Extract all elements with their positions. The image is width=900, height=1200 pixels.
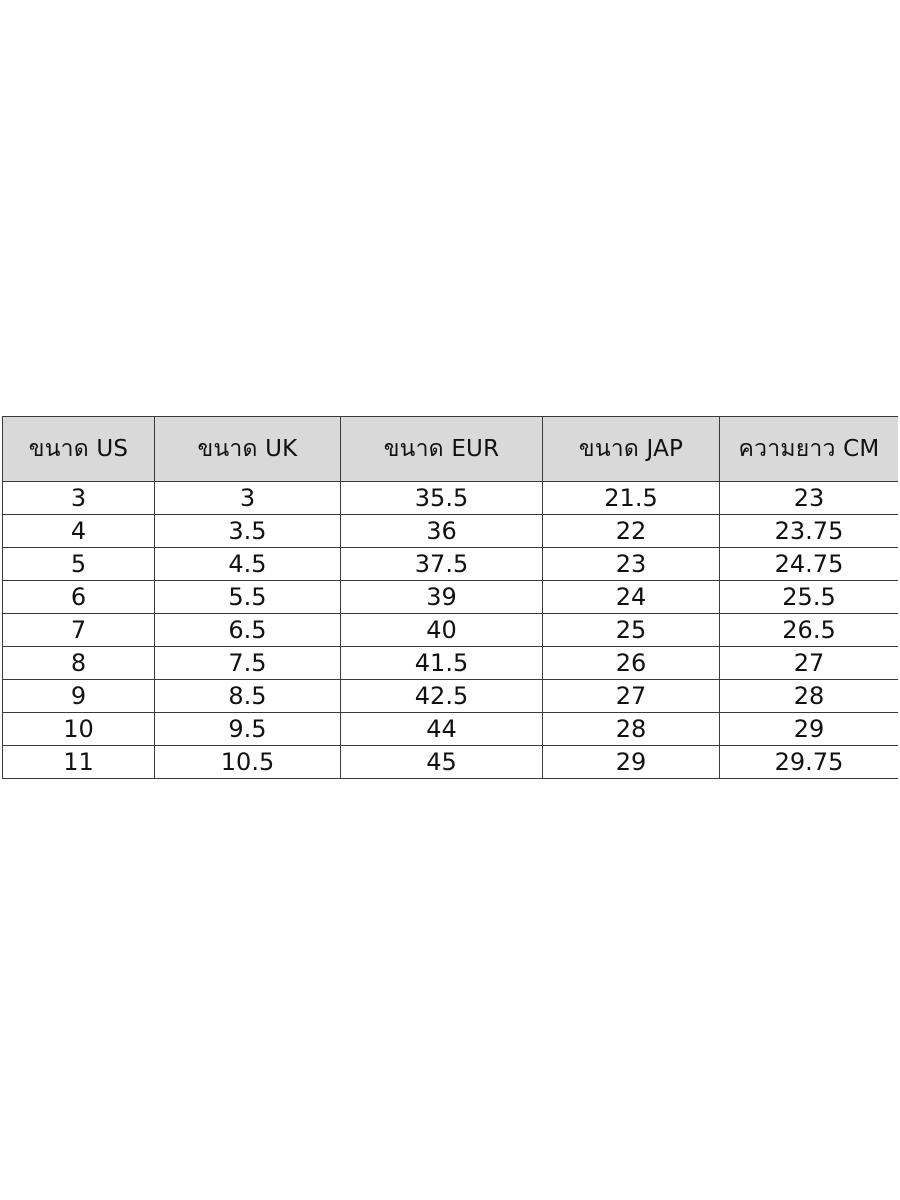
cell-jap: 22 [543,515,720,548]
table-header-row [3,417,899,482]
cell-uk: 10.5 [155,746,341,779]
cell-jap: 21.5 [543,482,720,515]
cell-eur: 39 [341,581,543,614]
cell-us: 6 [3,581,155,614]
cell-us: 4 [3,515,155,548]
table-row [3,482,899,515]
table-row [3,647,899,680]
cell-us: 11 [3,746,155,779]
header-length-cm: ความยาว CM [720,417,899,482]
table-row [3,515,899,548]
cell-uk: 7.5 [155,647,341,680]
cell-eur: 40 [341,614,543,647]
cell-uk: 5.5 [155,581,341,614]
cell-eur: 44 [341,713,543,746]
size-chart [2,416,898,784]
cell-us: 5 [3,548,155,581]
cell-jap: 27 [543,680,720,713]
cell-cm: 26.5 [720,614,899,647]
table-row [3,581,899,614]
cell-uk: 9.5 [155,713,341,746]
cell-eur: 37.5 [341,548,543,581]
cell-jap: 24 [543,581,720,614]
header-uk-size: ขนาด UK [155,417,341,482]
cell-cm: 25.5 [720,581,899,614]
table-row [3,746,899,779]
cell-jap: 29 [543,746,720,779]
cell-us: 3 [3,482,155,515]
cell-us: 7 [3,614,155,647]
cell-eur: 41.5 [341,647,543,680]
table-row [3,614,899,647]
cell-us: 10 [3,713,155,746]
cell-cm: 29 [720,713,899,746]
header-us-size: ขนาด US [3,417,155,482]
cell-cm: 29.75 [720,746,899,779]
cell-eur: 45 [341,746,543,779]
header-eur-size: ขนาด EUR [341,417,543,482]
cell-uk: 8.5 [155,680,341,713]
cell-cm: 28 [720,680,899,713]
cell-us: 8 [3,647,155,680]
cell-jap: 28 [543,713,720,746]
table-row [3,680,899,713]
size-chart-table [2,416,898,779]
cell-uk: 4.5 [155,548,341,581]
header-jap-size: ขนาด JAP [543,417,720,482]
cell-uk: 6.5 [155,614,341,647]
cell-jap: 25 [543,614,720,647]
cell-jap: 26 [543,647,720,680]
cell-cm: 24.75 [720,548,899,581]
cell-eur: 36 [341,515,543,548]
cell-cm: 23 [720,482,899,515]
cell-eur: 42.5 [341,680,543,713]
table-row [3,548,899,581]
cell-us: 9 [3,680,155,713]
cell-jap: 23 [543,548,720,581]
cell-cm: 23.75 [720,515,899,548]
table-row [3,713,899,746]
cell-eur: 35.5 [341,482,543,515]
cell-uk: 3 [155,482,341,515]
cell-cm: 27 [720,647,899,680]
cell-uk: 3.5 [155,515,341,548]
